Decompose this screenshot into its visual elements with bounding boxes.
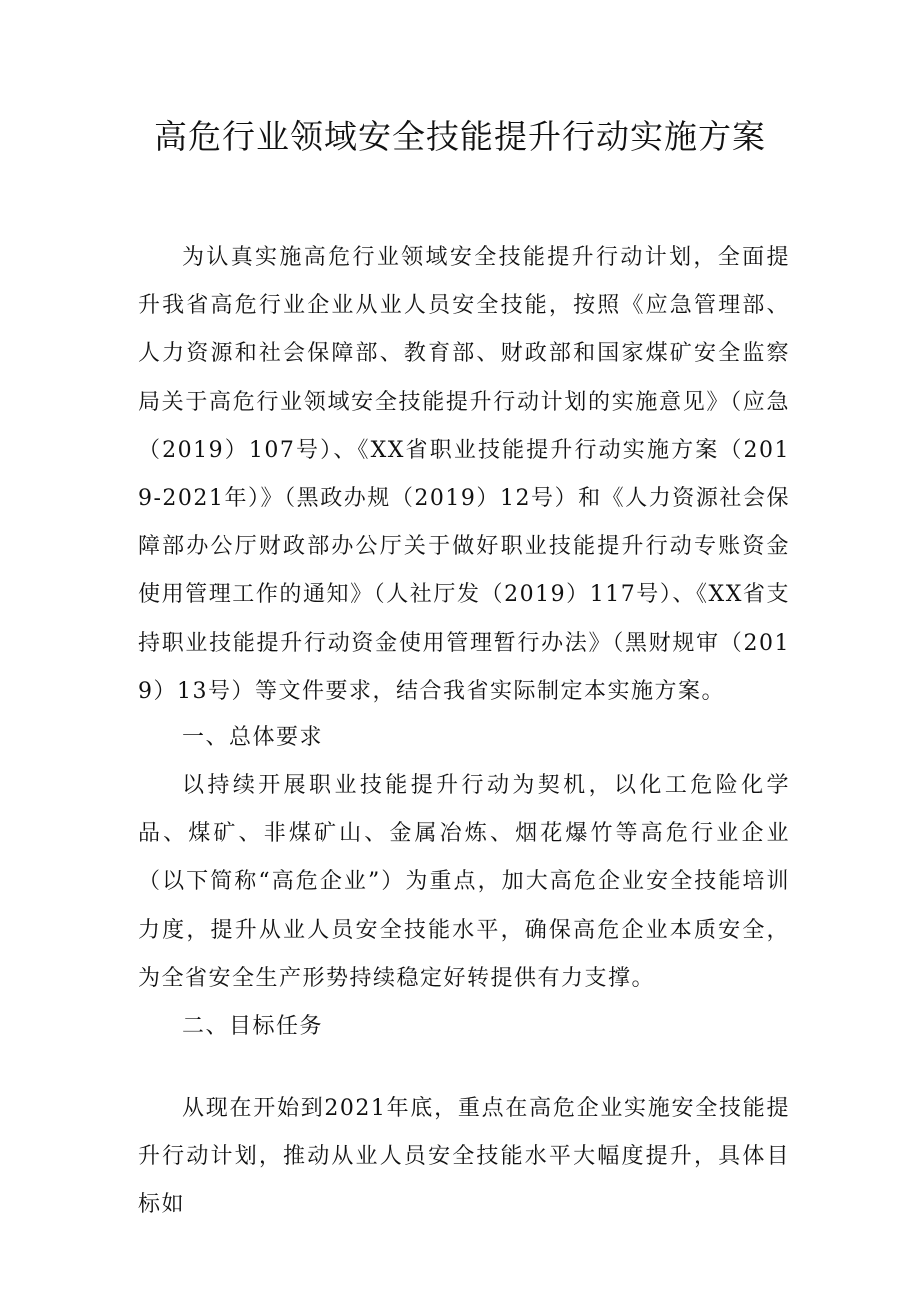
objectives-paragraph: 从现在开始到2021年底，重点在高危企业实施安全技能提升行动计划，推动从业人员安全技能水平大幅度提升，具体目标如 <box>138 1096 790 1218</box>
document-title: 高危行业领域安全技能提升行动实施方案 <box>154 117 766 156</box>
section-heading-objectives: 二、目标任务 <box>182 1014 324 1039</box>
section-heading-general-requirements: 一、总体要求 <box>182 725 324 750</box>
general-requirements-paragraph: 以持续开展职业技能提升行动为契机，以化工危险化学品、煤矿、非煤矿山、金属冶炼、烟花爆竹等高危行业企业（以下简称“高危企业”）为重点，加大高危企业安全技能培训力度，提升从业人员安全技能水平，确保高危企业本质安全，为全省安全生产形势持续稳定好转提供有力支撑。 <box>138 773 790 991</box>
intro-paragraph: 为认真实施高危行业领域安全技能提升行动计划，全面提升我省高危行业企业从业人员安全技能，按照《应急管理部、人力资源和社会保障部、教育部、财政部和国家煤矿安全监察局关于高危行业领域安全技能提升行动计划的实施意见》（应急（2019）107号）、《XX省职业技能提升行动实施方案（2019-2021年）》（黑政办规（2019）12号）和《人力资源社会保障部办公厅财政部办公厅关于做好职业技能提升行动专账资金使用管理工作的通知》（人社厅发（2019）117号）、《XX省支持职业技能提升行动资金使用管理暂行办法》（黑财规审（2019）13号）等文件要求，结合我省实际制定本实施方案。 <box>138 245 790 704</box>
